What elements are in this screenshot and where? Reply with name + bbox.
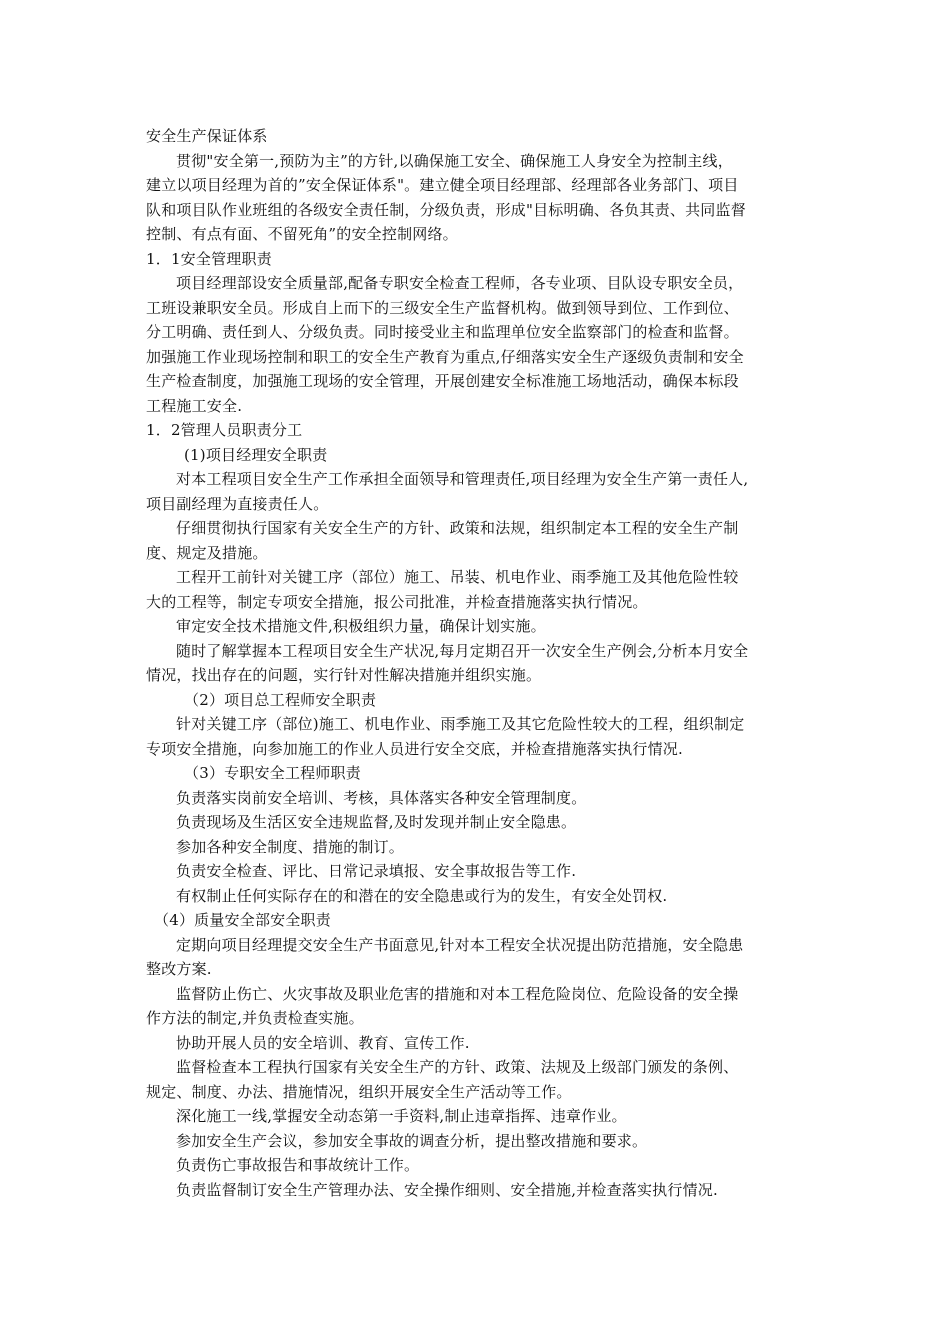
sub3-item-line: 负责现场及生活区安全违规监督,及时发现并制止安全隐患。 (176, 813, 577, 831)
sub3-item-line: 有权制止任何实际存在的和潜在的安全隐患或行为的发生，有安全处罚权. (176, 886, 668, 905)
subsection-heading-3: （3）专职安全工程师职责 (184, 764, 361, 782)
sub1-item-line: 情况，找出存在的问题，实行针对性解决措施并组织实施。 (146, 666, 542, 684)
sub4-item-line: 负责伤亡事故报告和事故统计工作。 (176, 1156, 420, 1174)
intro-line: 队和项目队作业班组的各级安全责任制，分级负责，形成"目标明确、各负其责、共同监督 (146, 200, 746, 219)
sub4-item-line: 协助开展人员的安全培训、教育、宣传工作. (176, 1033, 470, 1052)
sub4-item-line: 监督检查本工程执行国家有关安全生产的方针、政策、法规及上级部门颁发的条例、 (176, 1058, 739, 1076)
subsection-heading-1: (1)项目经理安全职责 (184, 445, 328, 464)
intro-line: 贯彻"安全第一,预防为主”的方针,以确保施工安全、确保施工人身安全为控制主线， (176, 151, 733, 170)
sub2-item-line: 针对关键工序（部位)施工、机电作业、雨季施工及其它危险性较大的工程，组织制定 (176, 715, 745, 733)
sub4-item-line: 整改方案. (146, 960, 212, 978)
sub3-item-line: 负责落实岗前安全培训、考核，具体落实各种安全管理制度。 (176, 788, 587, 807)
section-1-1-line: 生产检查制度，加强施工现场的安全管理，开展创建安全标准施工场地活动，确保本标段 (146, 372, 739, 390)
sub4-item-line: 定期向项目经理提交安全生产书面意见,针对本工程安全状况提出防范措施，安全隐患 (176, 935, 744, 954)
sub4-item-line: 规定、制度、办法、措施情况，组织开展安全生产活动等工作。 (146, 1082, 572, 1101)
subsection-heading-4: （4）质量安全部安全职责 (154, 911, 331, 929)
intro-line: 建立以项目经理为首的”安全保证体系"。建立健全项目经理部、经理部各业务部门、项目 (146, 176, 739, 194)
sub4-item-line: 作方法的制定,并负责检查实施。 (146, 1009, 364, 1027)
section-heading-1-2: 1．2管理人员职责分工 (146, 421, 303, 439)
sub1-item-line: 度、规定及措施。 (146, 543, 268, 562)
sub4-item-line: 深化施工一线,掌握安全动态第一手资料,制止违章指挥、违章作业。 (176, 1107, 627, 1125)
section-1-1-line: 工程施工安全. (146, 396, 243, 415)
sub1-item-line: 工程开工前针对关键工序（部位）施工、吊装、机电作业、雨季施工及其他危险性较 (176, 568, 739, 586)
sub1-item-line: 随时了解掌握本工程项目安全生产状况,每月定期召开一次安全生产例会,分析本月安全 (176, 641, 749, 660)
sub2-item-line: 专项安全措施，向参加施工的作业人员进行安全交底，并检查措施落实执行情况. (146, 739, 683, 758)
sub3-item-line: 参加各种安全制度、措施的制订。 (176, 837, 405, 856)
section-1-1-line: 加强施工作业现场控制和职工的安全生产教育为重点,仔细落实安全生产逐级负责制和安全 (146, 347, 744, 366)
intro-line: 控制、有点有面、不留死角”的安全控制网络。 (146, 225, 458, 243)
sub4-item-line: 负责监督制订安全生产管理办法、安全操作细则、安全措施,并检查落实执行情况. (176, 1180, 718, 1199)
sub1-item-line: 项目副经理为直接责任人。 (146, 494, 329, 513)
sub3-item-line: 负责安全检查、评比、日常记录填报、安全事故报告等工作. (176, 862, 577, 880)
section-heading-1-1: 1．1安全管理职责 (146, 249, 272, 268)
document-page (146, 124, 810, 1202)
subsection-heading-2: （2）项目总工程师安全职责 (184, 690, 377, 709)
sub1-item-line: 大的工程等，制定专项安全措施，报公司批准，并检查措施落实执行情况。 (146, 592, 648, 611)
sub1-item-line: 审定安全技术措施文件,积极组织力量，确保计划实施。 (176, 617, 546, 635)
sub4-item-line: 参加安全生产会议，参加安全事故的调查分析，提出整改措施和要求。 (176, 1131, 648, 1150)
document-title: 安全生产保证体系 (146, 127, 268, 145)
sub1-item-line: 对本工程项目安全生产工作承担全面领导和管理责任,项目经理为安全生产第一责任人, (176, 470, 749, 488)
section-1-1-line: 工班设兼职安全员。形成自上而下的三级安全生产监督机构。做到领导到位、工作到位、 (146, 298, 739, 317)
sub1-item-line: 仔细贯彻执行国家有关安全生产的方针、政策和法规，组织制定本工程的安全生产制 (176, 519, 739, 537)
section-1-1-line: 分工明确、责任到人、分级负责。同时接受业主和监理单位安全监察部门的检查和监督。 (146, 323, 739, 341)
section-1-1-line: 项目经理部设安全质量部,配备专职安全检查工程师，各专业项、目队设专职安全员， (176, 274, 744, 292)
sub4-item-line: 监督防止伤亡、火灾事故及职业危害的措施和对本工程危险岗位、危险设备的安全操 (176, 984, 739, 1003)
